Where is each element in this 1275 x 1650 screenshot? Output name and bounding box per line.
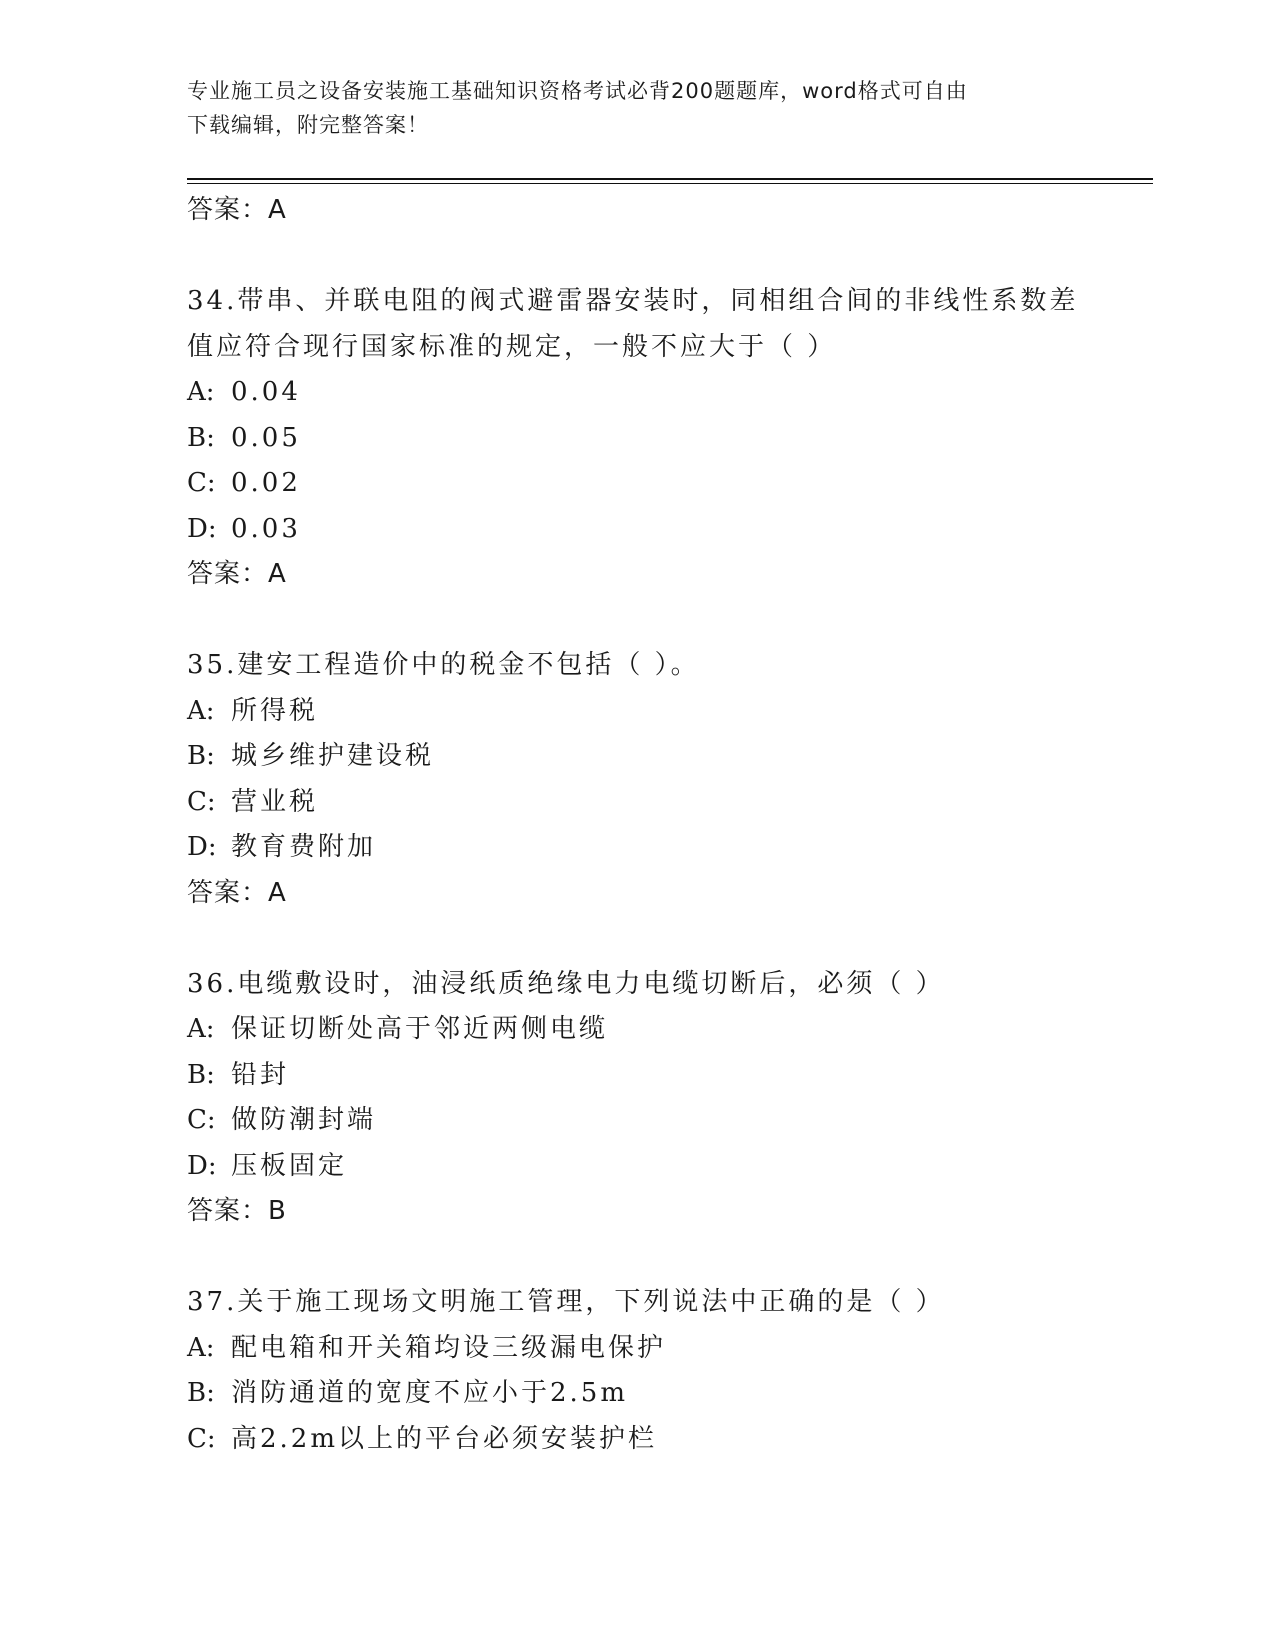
option-letter: B: — [187, 1059, 215, 1090]
option-text: 保证切断处高于邻近两侧电缆 — [231, 1014, 609, 1044]
header-divider-thin — [187, 183, 1153, 184]
option-text: 营业税 — [231, 786, 319, 817]
question-block — [187, 279, 1087, 598]
spacer — [187, 916, 1087, 962]
option-line — [187, 825, 1087, 871]
option-line — [187, 1326, 1087, 1372]
option-letter: C: — [187, 468, 216, 498]
option-line — [187, 1144, 1087, 1190]
option-letter: B: — [187, 422, 215, 453]
question-list — [187, 188, 1087, 1462]
option-line — [187, 1007, 1087, 1053]
question-stem: 34.带串、并联电阻的阀式避雷器安装时，同相组合间的非线性系数差 — [187, 286, 1079, 316]
option-line — [187, 1098, 1087, 1144]
option-line — [187, 1053, 1087, 1099]
option-text: 0.05 — [231, 422, 301, 453]
answer-line: 答案：A — [187, 195, 287, 225]
option-line — [187, 1371, 1087, 1417]
option-line — [187, 370, 1087, 416]
question-stem: 36.电缆敷设时，油浸纸质绝缘电力电缆切断后，必须（ ） — [187, 968, 945, 999]
option-letter: C: — [187, 1423, 216, 1454]
option-line — [187, 689, 1087, 735]
question-block — [187, 1280, 1087, 1462]
answer-line: 答案：B — [187, 1196, 287, 1226]
option-letter: A: — [187, 695, 215, 726]
option-line — [187, 780, 1087, 826]
option-text: 0.04 — [231, 377, 301, 407]
option-letter: D: — [187, 1150, 217, 1181]
option-letter: D: — [187, 832, 217, 862]
option-letter: B: — [187, 741, 215, 771]
option-text: 压板固定 — [231, 1150, 348, 1181]
answer-line: 答案：A — [187, 877, 287, 908]
option-text: 做防潮封端 — [231, 1105, 377, 1135]
question-stem: 值应符合现行国家标准的规定，一般不应大于（ ） — [187, 331, 837, 362]
option-text: 教育费附加 — [231, 832, 377, 862]
question-block — [187, 962, 1087, 1235]
answer-line: 答案：A — [187, 559, 287, 589]
option-text: 所得税 — [231, 695, 319, 726]
option-text: 高2.2m以上的平台必须安装护栏 — [231, 1423, 658, 1454]
spacer — [187, 598, 1087, 644]
spacer — [187, 1235, 1087, 1281]
option-letter: A: — [187, 1332, 215, 1363]
question-stem: 35.建安工程造价中的税金不包括（ ）。 — [187, 650, 700, 680]
option-letter: A: — [187, 377, 215, 407]
document-header — [187, 74, 1067, 142]
spacer — [187, 234, 1087, 280]
option-line — [187, 507, 1087, 553]
option-letter: D: — [187, 513, 217, 544]
option-text: 0.03 — [231, 513, 301, 544]
question-block — [187, 643, 1087, 916]
option-letter: C: — [187, 786, 216, 817]
option-line — [187, 461, 1087, 507]
option-text: 消防通道的宽度不应小于2.5m — [231, 1378, 629, 1408]
header-divider — [187, 178, 1153, 180]
header-line-1: 专业施工员之设备安装施工基础知识资格考试必背200题题库，word格式可自由 — [187, 79, 968, 103]
question-stem: 37.关于施工现场文明施工管理，下列说法中正确的是（ ） — [187, 1287, 945, 1317]
option-text: 0.02 — [231, 468, 301, 498]
option-line — [187, 416, 1087, 462]
option-text: 铅封 — [231, 1059, 290, 1090]
header-line-2: 下载编辑，附完整答案！ — [187, 113, 429, 137]
option-letter: A: — [187, 1014, 215, 1044]
option-text: 城乡维护建设税 — [231, 741, 435, 771]
option-letter: C: — [187, 1105, 216, 1135]
option-line — [187, 734, 1087, 780]
option-text: 配电箱和开关箱均设三级漏电保护 — [231, 1332, 667, 1363]
option-line — [187, 1417, 1087, 1463]
option-letter: B: — [187, 1378, 215, 1408]
